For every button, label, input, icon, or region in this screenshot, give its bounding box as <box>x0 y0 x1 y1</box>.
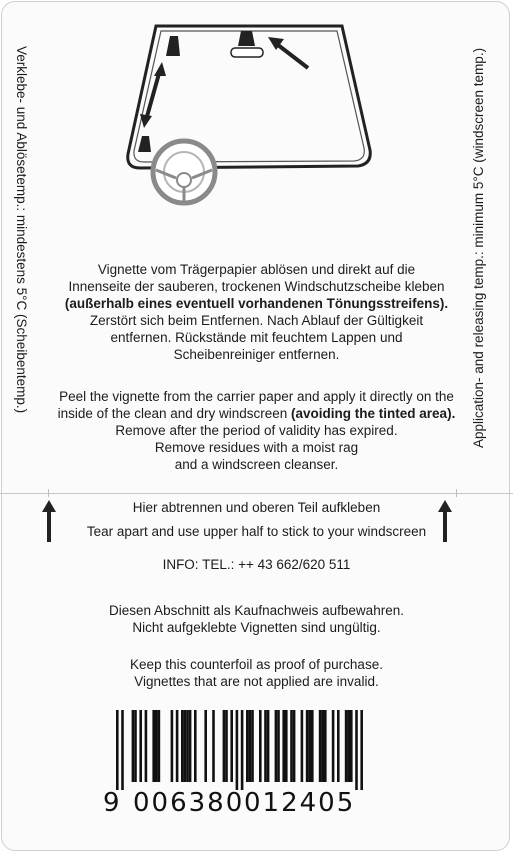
instruction-de-line: Vignette vom Trägerpapier ablösen und direkt auf die <box>97 262 416 277</box>
counterfoil-de-line: Nicht aufgeklebte Vignetten sind ungültig. <box>132 620 381 635</box>
barcode-bar <box>301 710 304 782</box>
barcode-bar <box>230 710 233 782</box>
barcode-bar <box>155 710 158 782</box>
steering-wheel-icon <box>153 141 215 203</box>
barcode-bar <box>277 710 280 782</box>
counterfoil-en-line: Vignettes that are not applied are invalid. <box>134 674 379 689</box>
instruction-de-line-bold: (außerhalb eines eventuell vorhandenen Tönungsstreifens). <box>64 296 449 311</box>
barcode-bar <box>145 710 148 782</box>
vignette-position-bottom-left-icon <box>138 136 151 152</box>
barcode-bar <box>308 710 311 782</box>
barcode-bar <box>285 710 288 782</box>
barcode <box>100 710 380 790</box>
barcode-bar <box>360 710 363 790</box>
barcode-bar <box>132 710 135 782</box>
barcode-digit-first: 9 <box>103 788 122 818</box>
barcode-bar <box>186 710 189 782</box>
instruction-de-line: entfernen. Rückstände mit feuchtem Lappen und <box>110 330 403 345</box>
barcode-bar <box>267 710 270 782</box>
barcode-bar <box>350 710 353 782</box>
counterfoil-note-de <box>0 602 513 636</box>
barcode-bar <box>236 710 239 790</box>
barcode-bar <box>241 710 244 790</box>
barcode-bar <box>121 710 124 790</box>
instruction-en-line: Peel the vignette from the carrier paper and apply it directly on the <box>59 389 454 404</box>
instruction-en-line: Remove residues with a moist rag <box>154 440 359 455</box>
instruction-en-line: and a windscreen cleanser. <box>174 457 339 472</box>
barcode-bar <box>139 710 142 782</box>
windscreen-illustration <box>118 20 380 208</box>
barcode-bar <box>194 710 197 782</box>
barcode-bar <box>259 710 262 782</box>
barcode-bar <box>306 710 309 782</box>
barcode-bar <box>321 710 324 782</box>
barcode-bar <box>158 710 161 782</box>
barcode-bar <box>311 710 314 782</box>
barcode-bar <box>223 710 226 782</box>
barcode-bar <box>171 710 174 782</box>
barcode-bar <box>134 710 137 782</box>
tear-perforation-line <box>0 493 513 494</box>
perforation-tick <box>456 489 457 497</box>
side-text-right: Application- and releasing temp.: minimum 5°C (windscreen temp.) <box>471 47 486 448</box>
vignette-position-top-left-icon <box>166 36 180 56</box>
barcode-bar <box>251 710 254 782</box>
barcode-bar <box>332 710 335 782</box>
barcode-bar <box>324 710 327 782</box>
barcode-bar <box>345 710 348 782</box>
tear-instruction-de: Hier abtrennen und oberen Teil aufkleben <box>132 500 381 515</box>
side-text-left: Verklebe- und Ablösetemp.: mindestens 5°C (Scheibentemp.) <box>14 46 29 414</box>
barcode-bar <box>337 710 340 782</box>
barcode-bar <box>347 710 350 782</box>
instruction-en-line: inside of the clean and dry windscreen (avoiding the tinted area). <box>57 406 456 421</box>
counterfoil-note-en <box>0 656 513 690</box>
barcode-digits-left: 006380 <box>133 788 245 818</box>
barcode-bar <box>282 710 285 782</box>
counterfoil-en-line: Keep this counterfoil as proof of purchase. <box>130 657 383 672</box>
barcode-bar <box>275 710 278 782</box>
barcode-bar <box>204 710 207 782</box>
instructions-english <box>0 388 513 473</box>
barcode-bar <box>184 710 187 782</box>
instruction-de-line: Scheibenreiniger entfernen. <box>173 347 340 362</box>
barcode-bar <box>189 710 192 782</box>
arrow-to-mirror-icon <box>268 37 308 68</box>
instruction-en-line: Remove after the period of validity has expired. <box>115 423 398 438</box>
barcode-bar <box>116 710 119 790</box>
barcode-bar <box>319 710 322 782</box>
instruction-de-line: Innenseite der sauberen, trockenen Windschutzscheibe kleben <box>68 279 445 294</box>
barcode-bar <box>264 710 267 782</box>
info-phone: INFO: TEL.: ++ 43 662/620 511 <box>162 557 351 572</box>
instruction-de-line: Zerstört sich beim Entfernen. Nach Ablauf der Gültigkeit <box>89 313 424 328</box>
barcode-bar <box>249 710 252 782</box>
barcode-bar <box>225 710 228 782</box>
rearview-mirror-icon <box>231 31 263 57</box>
instructions-german <box>0 261 513 363</box>
barcode-bar <box>176 710 179 782</box>
double-arrow-icon <box>140 62 166 128</box>
barcode-bar <box>152 710 155 782</box>
barcode-digits-right: 012405 <box>244 788 356 818</box>
barcode-bar <box>212 710 215 782</box>
counterfoil-de-line: Diesen Abschnitt als Kaufnachweis aufbewahren. <box>109 603 404 618</box>
barcode-bar <box>290 710 293 782</box>
tear-instruction-en: Tear apart and use upper half to stick to your windscreen <box>86 524 427 539</box>
barcode-bar <box>181 710 184 782</box>
barcode-bar <box>293 710 296 782</box>
barcode-bar <box>246 710 249 782</box>
perforation-tick <box>48 489 49 497</box>
barcode-bar <box>355 710 358 790</box>
